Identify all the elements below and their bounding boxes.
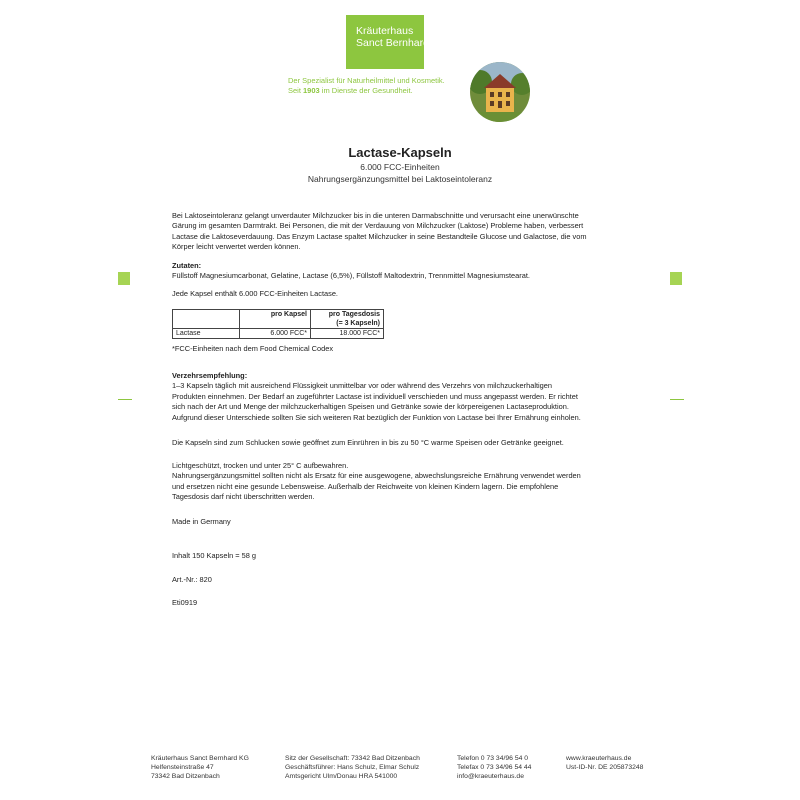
storage-section <box>172 461 632 503</box>
footer-line: Helfensteinstraße 47 <box>151 764 214 772</box>
table-footnote: *FCC-Einheiten nach dem Food Chemical Codex <box>172 344 334 353</box>
building-photo <box>470 62 530 122</box>
usage-line: sich nach der Art und Menge der milchzuckerhaltigen Speisen und Getränke sowie der körpereigenen Lactaseproduktion. <box>172 402 569 412</box>
intro-paragraph <box>172 211 632 253</box>
fold-line-right <box>670 399 684 400</box>
ingredients-heading: Zutaten: <box>172 261 202 270</box>
tagline-line-1: Der Spezialist für Naturheilmittel und Kosmetik. <box>288 76 445 85</box>
made-in: Made in Germany <box>172 517 231 526</box>
label-id: Eti0919 <box>172 598 198 607</box>
ingredients-text: Füllstoff Magnesiumcarbonat, Gelatine, Lactase (6,5%), Füllstoff Maltodextrin, Trennmittel Magnesiumstearat. <box>172 271 530 281</box>
fold-line-left <box>118 399 132 400</box>
usage-capsule-note: Die Kapseln sind zum Schlucken sowie geöffnet zum Einrühren in bis zu 50 °C warme Speisen oder Getränke geeignet. <box>172 438 564 447</box>
footer-contact <box>457 754 531 782</box>
article-number: Art.-Nr.: 820 <box>172 575 212 584</box>
footer-line: 73342 Bad Ditzenbach <box>151 773 220 781</box>
footer-line: Kräuterhaus Sanct Bernhard KG <box>151 755 249 762</box>
tagline-year: 1903 <box>303 86 320 95</box>
row-label: Lactase <box>173 329 240 339</box>
intro-line: Gärung im gesamten Darmtrakt. Bei Personen, die mit der Verdauung von Milchzucker (Laktose) Probleme haben, verbessert <box>172 221 584 231</box>
logo-line-1: Kräuterhaus <box>356 25 414 37</box>
header-per-daily-dose <box>311 310 384 329</box>
value-per-capsule: 6.000 FCC* <box>240 329 311 339</box>
header-daily-dose-line2: (= 3 Kapseln) <box>336 320 380 327</box>
footer-line: Telefon 0 73 34/96 54 0 <box>457 755 529 762</box>
value-per-daily-dose: 18.000 FCC* <box>311 329 384 339</box>
tagline-post: im Dienste der Gesundheit. <box>319 86 413 95</box>
fold-mark-right <box>670 272 682 285</box>
tagline-line-2 <box>288 86 445 96</box>
footer-line: Sitz der Gesellschaft: 73342 Bad Ditzenbach <box>285 755 420 762</box>
table-cell-empty <box>173 310 240 329</box>
intro-line: Lactase die Laktoseverdauung. Das Enzym Lactase spaltet Milchzucker in seine Bestandteile Glucose und Galactose, die vom <box>172 231 587 241</box>
product-subtitle-2: Nahrungsergänzungsmittel bei Laktoseintoleranz <box>307 174 493 184</box>
header-per-capsule: pro Kapsel <box>240 310 311 329</box>
footer-email[interactable]: info@kraeuterhaus.de <box>457 773 524 781</box>
usage-heading: Verzehrsempfehlung: <box>172 371 248 380</box>
content-info: Inhalt 150 Kapseln = 58 g <box>172 551 257 560</box>
dosage-table <box>172 309 384 339</box>
intro-line: Bei Laktoseintoleranz gelangt unverdauter Milchzucker bis in die unteren Darmabschnitte und verursacht eine unerwünschte <box>172 211 579 220</box>
brand-logo <box>346 15 429 69</box>
logo-line-2: Sanct Bernhard <box>356 37 429 49</box>
storage-line: und ersetzen nicht eine gesunde Lebensweise. Außerhalb der Reichweite von kleinen Kindern lagern. Die empfohlene <box>172 481 559 491</box>
ingredients-section <box>172 261 632 282</box>
footer-web <box>566 754 643 772</box>
per-capsule-note: Jede Kapsel enthält 6.000 FCC-Einheiten Lactase. <box>172 289 338 298</box>
footer-legal <box>285 754 420 782</box>
tagline-pre: Seit <box>288 86 304 95</box>
storage-line: Tagesdosis darf nicht überschritten werden. <box>172 492 315 502</box>
footer-line: Geschäftsführer: Hans Schulz, Elmar Schulz <box>285 764 420 772</box>
storage-line: Nahrungsergänzungsmittel sollten nicht als Ersatz für eine ausgewogene, abwechslungsreiche Ernährung verwendet werden <box>172 471 581 481</box>
footer-company <box>151 754 249 782</box>
table-row <box>173 329 384 339</box>
fold-mark-left <box>118 272 130 285</box>
product-title: Lactase-Kapseln <box>348 145 452 160</box>
intro-line: Körper leicht verwertet werden können. <box>172 242 301 252</box>
footer-line: Telefax 0 73 34/96 54 44 <box>457 764 532 772</box>
table-row <box>173 310 384 329</box>
product-subtitle-1: 6.000 FCC-Einheiten <box>360 162 440 172</box>
usage-section <box>172 371 632 423</box>
footer-website-link[interactable]: www.kraeuterhaus.de <box>566 755 632 762</box>
usage-line: Aufgrund dieser Unterschiede sollten Sie sich weiteren Rat bezüglich der Funktion von Lactase bei Ihrer Ernährung einholen. <box>172 412 581 422</box>
usage-line: Produkten einnehmen. Der Bedarf an zugeführter Lactase ist individuell verschieden und muss angepasst werden. Er richtet <box>172 391 578 401</box>
footer-line: Ust-ID-Nr. DE 205873248 <box>566 764 644 772</box>
header-daily-dose-line1: pro Tagesdosis <box>328 311 380 318</box>
footer-line: Amtsgericht Ulm/Donau HRA 541000 <box>285 773 398 781</box>
tagline <box>288 76 445 96</box>
storage-line: Lichtgeschützt, trocken und unter 25° C aufbewahren. <box>172 461 349 470</box>
usage-line: 1–3 Kapseln täglich mit ausreichend Flüssigkeit unmittelbar vor oder während des Verzehrs von milchzuckerhaltigen <box>172 381 552 391</box>
